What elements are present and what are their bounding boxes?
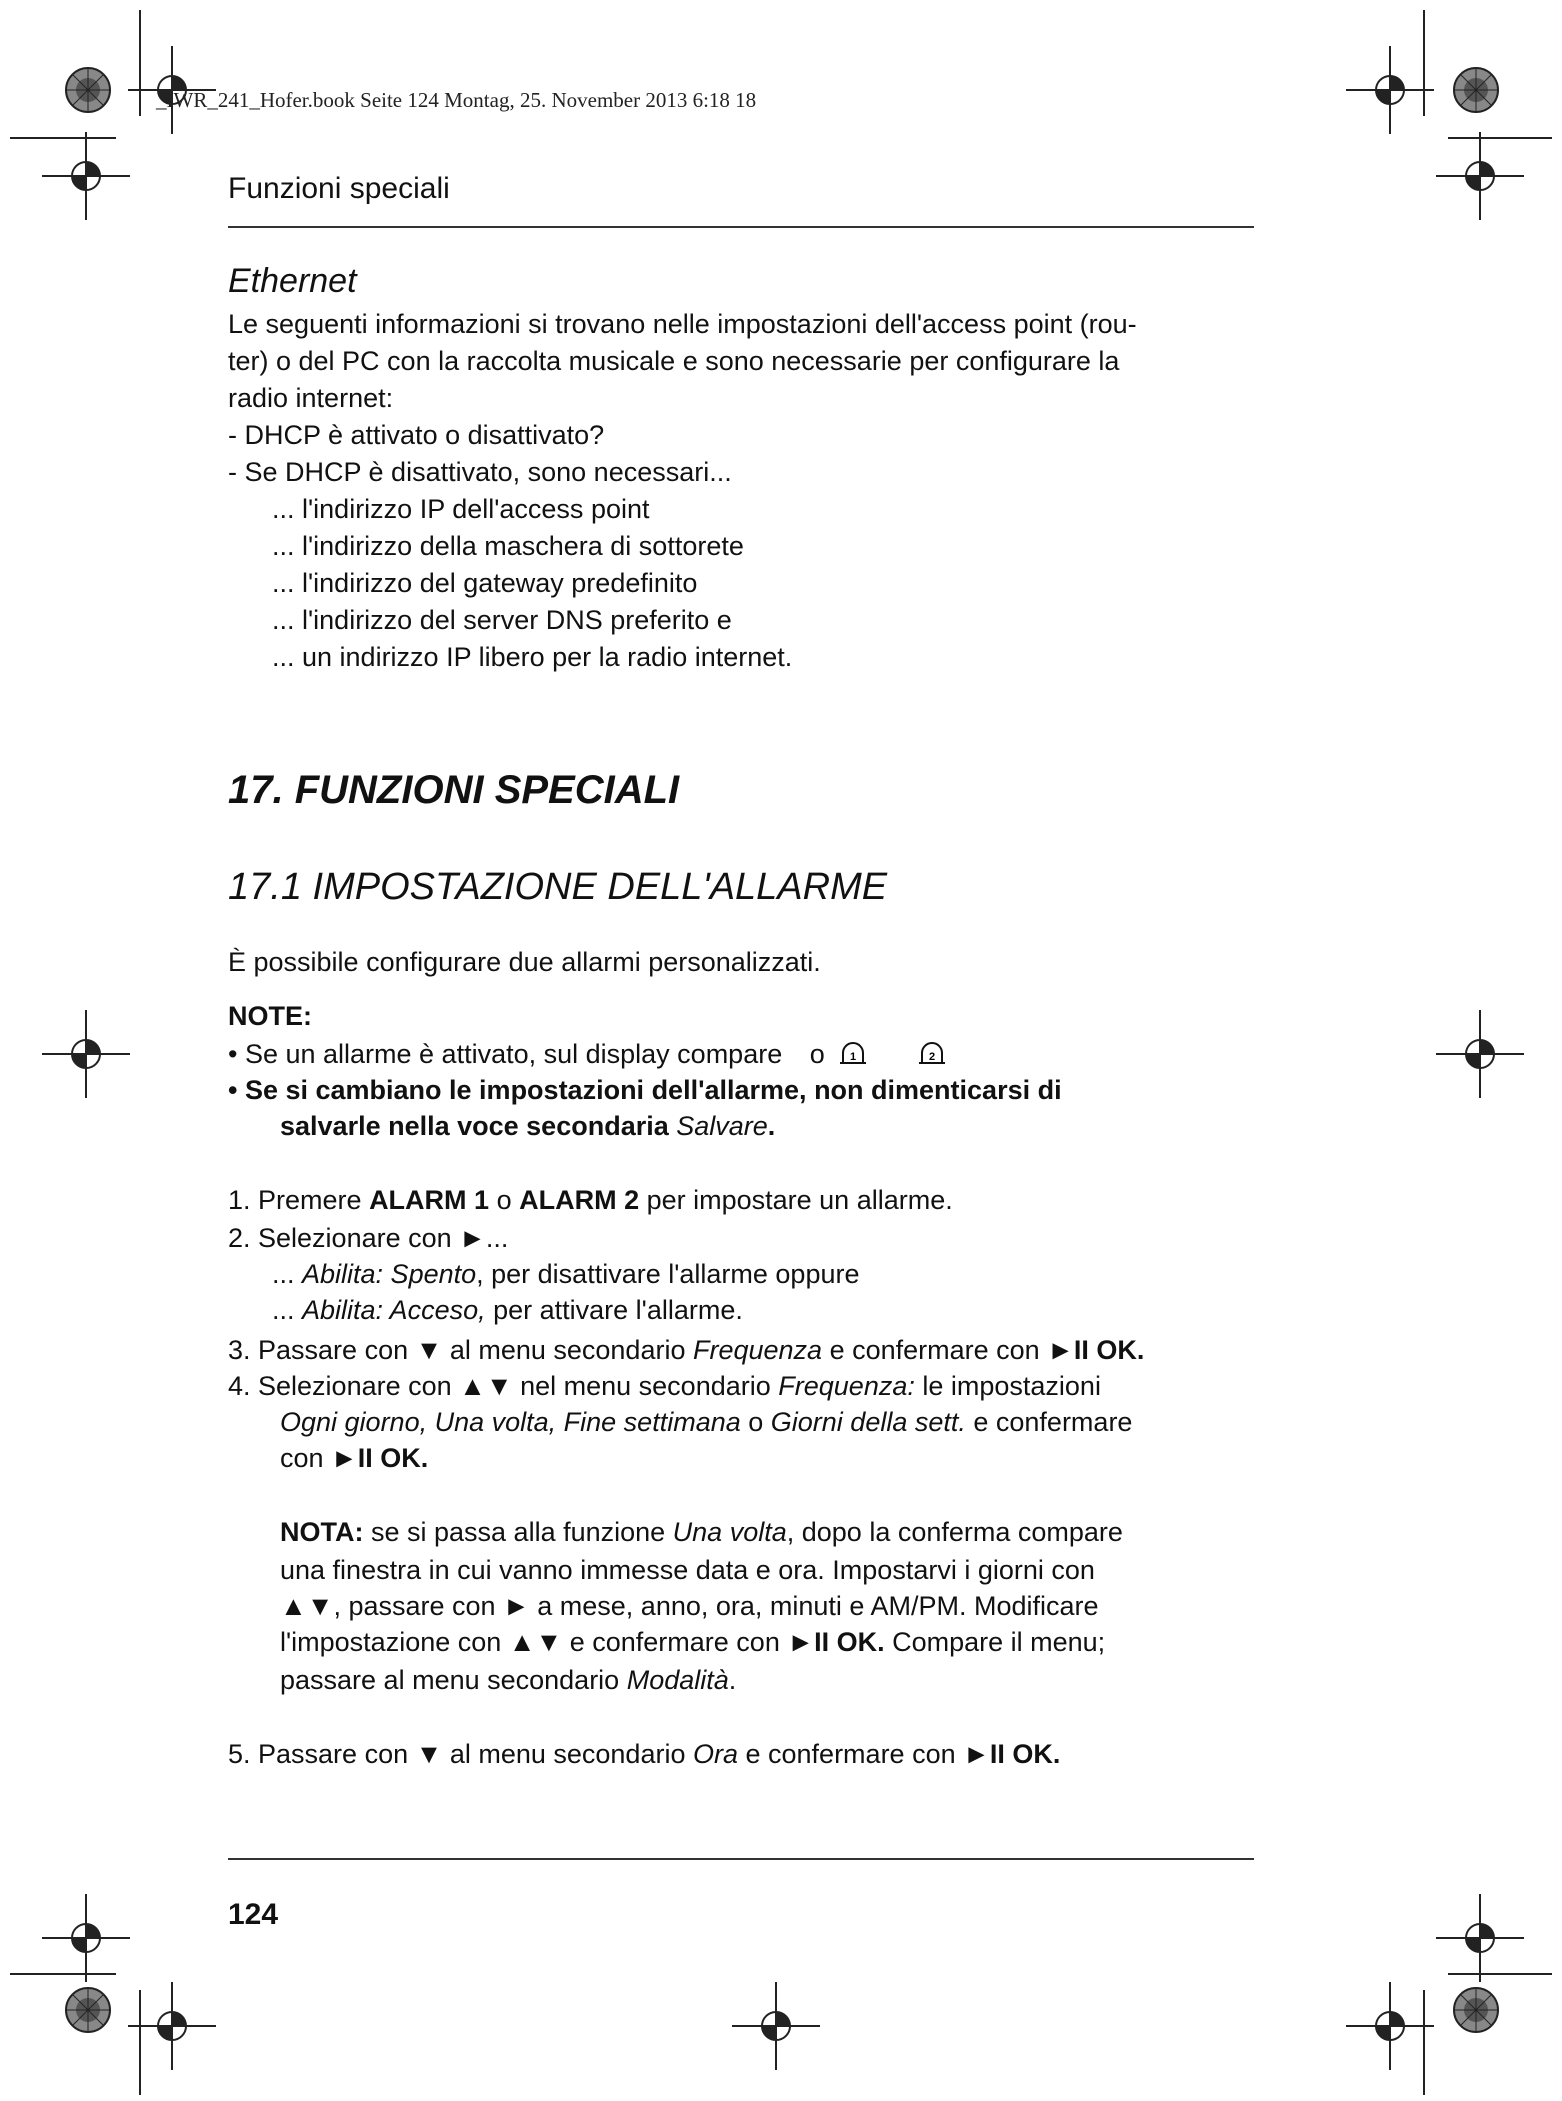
top-rule [228, 226, 1254, 228]
play-ok-label: ►II OK. [1047, 1335, 1145, 1365]
step-2a-italic: Abilita: Spento [302, 1259, 477, 1289]
ethernet-item: ... l'indirizzo della maschera di sottorete [272, 531, 744, 561]
step-5-pre: 5. Passare con ▼ al menu secondario [228, 1739, 693, 1769]
note-2-end: . [767, 1111, 776, 1141]
nota-label: NOTA: [280, 1517, 364, 1547]
step-4-pre: 4. Selezionare con ▲▼ nel menu secondario [228, 1371, 779, 1401]
nota-l4-post: Compare il menu; [884, 1627, 1106, 1657]
svg-text:2: 2 [929, 1051, 936, 1063]
print-header: _IWR_241_Hofer.book Seite 124 Montag, 25. November 2013 6:18 18 [156, 88, 757, 112]
step-4-con: con [280, 1443, 332, 1473]
section-title: 17.1 IMPOSTAZIONE DELL'ALLARME [228, 866, 888, 908]
step-4-option-days: Giorni della sett. [770, 1407, 966, 1437]
step-4-post: le impostazioni [914, 1371, 1101, 1401]
step-2a-post: , per disattivare l'allarme oppure [476, 1259, 860, 1289]
step-5 [228, 1736, 1060, 1773]
step-1 [228, 1182, 953, 1219]
alarm-2-label: ALARM 2 [519, 1185, 640, 1215]
nota-line-4 [280, 1624, 1105, 1661]
nota-l5-post: . [728, 1665, 737, 1695]
bottom-rule [228, 1858, 1254, 1860]
step-4 [228, 1368, 1101, 1405]
step-3-pre: 3. Passare con ▼ al menu secondario [228, 1335, 693, 1365]
dhcp-off: - Se DHCP è disattivato, sono necessari... [228, 457, 732, 487]
alarm-2-icon [917, 1039, 947, 1067]
ethernet-item: ... l'indirizzo del gateway predefinito [272, 568, 698, 598]
alarm-1-icon [838, 1039, 868, 1067]
step-2b-pre: ... [272, 1295, 303, 1325]
dhcp-question: - DHCP è attivato o disattivato? [228, 420, 605, 450]
step-2b-italic: Abilita: Acceso, [302, 1295, 486, 1325]
note-1-or: o [809, 1039, 825, 1069]
note-2-line-1: • Se si cambiano le impostazioni dell'allarme, non dimenticarsi di [228, 1075, 1062, 1105]
ethernet-intro-2: ter) o del PC con la raccolta musicale e sono necessarie per configurare la [228, 346, 1120, 376]
step-3-mid: e confermare con [822, 1335, 1048, 1365]
play-ok-label: ►II OK. [963, 1739, 1061, 1769]
note-2-bold: salvarle nella voce secondaria [280, 1111, 677, 1141]
step-2a-pre: ... [272, 1259, 303, 1289]
play-ok-label: ►II OK. [787, 1627, 885, 1657]
step-4-italic: Frequenza: [778, 1371, 915, 1401]
step-4-options: Ogni giorno, Una volta, Fine settimana [280, 1407, 741, 1437]
step-3-italic: Frequenza [692, 1335, 823, 1365]
step-5-mid: e confermare con [738, 1739, 964, 1769]
note-1-text: • Se un allarme è attivato, sul display compare [228, 1039, 783, 1069]
step-4-line-2 [280, 1404, 1132, 1441]
step-2a [272, 1256, 859, 1293]
nota-line-1 [280, 1514, 1123, 1551]
nota-l4-pre: l'impostazione con ▲▼ e confermare con [280, 1627, 788, 1657]
ethernet-intro-1: Le seguenti informazioni si trovano nelle impostazioni dell'access point (rou- [228, 309, 1137, 339]
nota-l1-italic: Una volta [672, 1517, 787, 1547]
step-5-italic: Ora [692, 1739, 738, 1769]
intro-text: È possibile configurare due allarmi personalizzati. [228, 947, 821, 977]
nota-line-3: ▲▼, passare con ► a mese, anno, ora, minuti e AM/PM. Modificare [280, 1591, 1099, 1621]
nota-line-2: una finestra in cui vanno immesse data e ora. Impostarvi i giorni con [280, 1555, 1095, 1585]
step-2: 2. Selezionare con ►... [228, 1223, 509, 1253]
running-title: Funzioni speciali [228, 172, 450, 205]
svg-text:1: 1 [850, 1051, 857, 1063]
note-1 [228, 1036, 953, 1073]
step-4-line-3 [280, 1440, 428, 1477]
step-1-pre: 1. Premere [228, 1185, 370, 1215]
alarm-1-label: ALARM 1 [369, 1185, 490, 1215]
step-1-post: per impostare un allarme. [639, 1185, 953, 1215]
step-2b-post: per attivare l'allarme. [485, 1295, 743, 1325]
step-4-confirm: e confermare [965, 1407, 1133, 1437]
play-ok-label: ►II OK. [331, 1443, 429, 1473]
nota-l1-post: , dopo la conferma compare [786, 1517, 1123, 1547]
step-3 [228, 1332, 1144, 1369]
ethernet-intro-3: radio internet: [228, 383, 394, 413]
note-label: NOTE: [228, 1001, 312, 1031]
note-2-italic: Salvare [676, 1111, 768, 1141]
nota-l5-italic: Modalità [626, 1665, 729, 1695]
ethernet-heading: Ethernet [228, 262, 357, 300]
page-number: 124 [228, 1898, 279, 1931]
chapter-title: 17. FUNZIONI SPECIALI [228, 768, 680, 812]
nota-line-5 [280, 1662, 736, 1699]
step-4-or: o [740, 1407, 771, 1437]
nota-l5-pre: passare al menu secondario [280, 1665, 627, 1695]
ethernet-item: ... l'indirizzo del server DNS preferito e [272, 605, 732, 635]
note-2-line-2 [280, 1108, 775, 1145]
nota-l1-mid: se si passa alla funzione [363, 1517, 673, 1547]
step-2b [272, 1292, 743, 1329]
ethernet-item: ... l'indirizzo IP dell'access point [272, 494, 650, 524]
ethernet-item: ... un indirizzo IP libero per la radio internet. [272, 642, 793, 672]
step-1-mid: o [489, 1185, 520, 1215]
